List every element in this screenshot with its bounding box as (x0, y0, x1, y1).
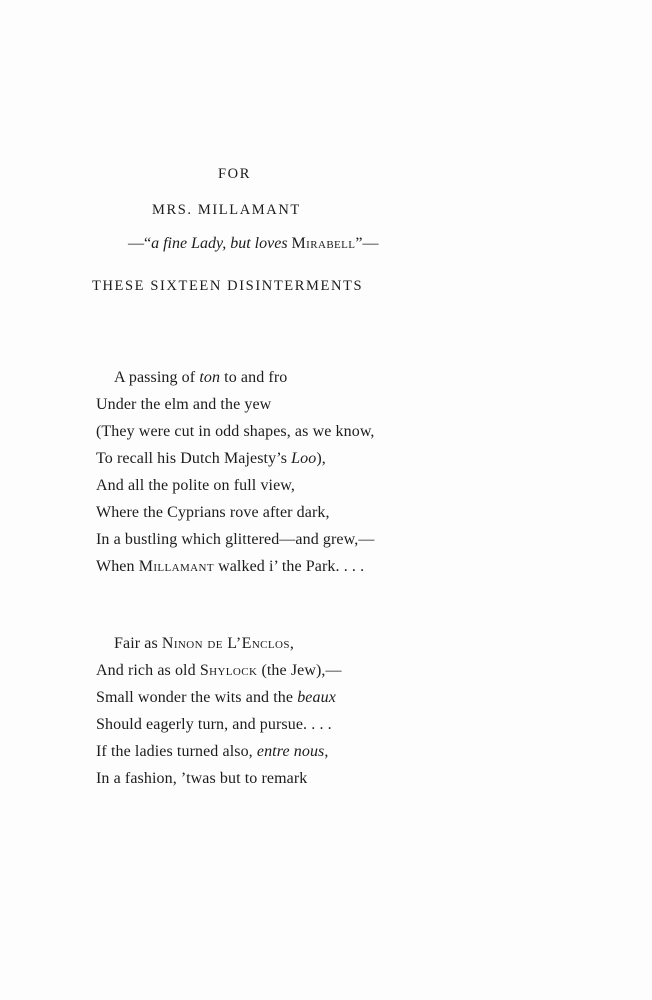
stanza-1-line-4 (96, 449, 326, 469)
dedication-name: MRS. MILLAMANT (152, 202, 301, 218)
stanza-1-line-1 (114, 368, 287, 388)
s2l2-b: (the Jew),— (257, 662, 342, 679)
dedication-epithet-italic: a fine Lady, but loves (151, 235, 288, 252)
s1l1-italic: ton (199, 369, 221, 386)
stanza-2-line-5 (96, 742, 329, 762)
s2l1-name: Ninon de L’Enclos (161, 635, 290, 652)
stanza-1-line-7: In a bustling which glittered—and grew,— (96, 531, 375, 548)
dedication-epithet-close: ”— (355, 235, 379, 252)
s1l8-name: Millamant (138, 558, 214, 575)
s2l1-b: , (289, 635, 294, 652)
s2l3-italic: beaux (297, 689, 336, 706)
dedication-for: FOR (218, 166, 252, 182)
s1l4-a: To recall his Dutch Majesty’s (96, 450, 292, 467)
s2l2-a: And rich as old (96, 662, 200, 679)
s2l2-name: Shylock (199, 662, 258, 679)
dedication-epithet-open: —“ (128, 235, 152, 252)
s2l3-a: Small wonder the wits and the (96, 689, 298, 706)
dedication-disinterments: THESE SIXTEEN DISINTERMENTS (92, 278, 364, 294)
s2l5-b: , (324, 743, 329, 760)
stanza-2-line-4: Should eagerly turn, and pursue. . . . (96, 716, 332, 733)
stanza-1-line-3: (They were cut in odd shapes, as we know, (96, 423, 375, 440)
s1l4-b: ), (316, 450, 326, 467)
stanza-2-line-3 (96, 688, 336, 708)
s2l5-a: If the ladies turned also, (96, 743, 257, 760)
s1l1-b: to and fro (220, 369, 288, 386)
dedication-epithet (128, 234, 379, 254)
s2l5-italic: entre nous (256, 743, 325, 760)
s1l1-a: A passing of (114, 369, 200, 386)
stanza-1-line-5: And all the polite on full view, (96, 477, 296, 494)
s2l1-a: Fair as (114, 635, 162, 652)
stanza-2-line-2 (96, 661, 342, 681)
stanza-1-line-6: Where the Cyprians rove after dark, (96, 504, 330, 521)
s1l4-italic: Loo (291, 450, 317, 467)
stanza-1-line-8 (96, 557, 364, 577)
dedication-epithet-name: Mirabell (291, 235, 356, 252)
stanza-2-line-1 (114, 634, 294, 654)
s1l8-a: When (96, 558, 139, 575)
stanza-1-line-2: Under the elm and the yew (96, 396, 272, 413)
stanza-2-line-6: In a fashion, ’twas but to remark (96, 770, 308, 787)
s1l8-b: walked i’ the Park. . . . (213, 558, 365, 575)
